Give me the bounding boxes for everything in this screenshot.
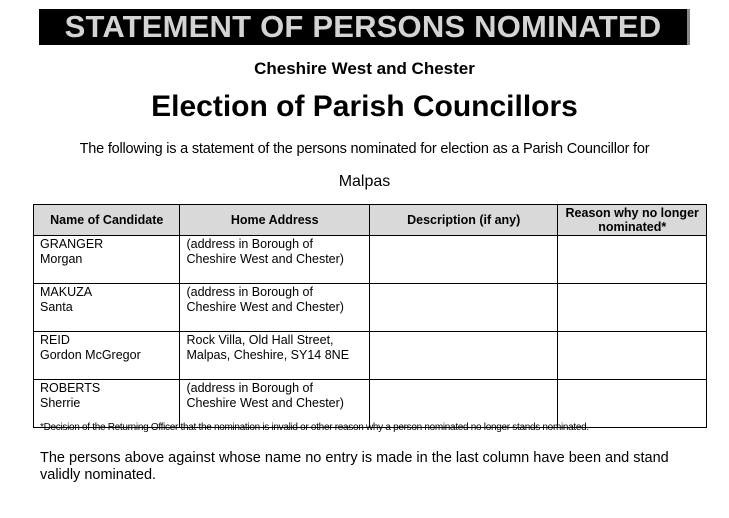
header-reason: Reason why no longer nominated* (558, 205, 707, 236)
home-address-cell (180, 284, 370, 332)
description-cell (369, 284, 557, 332)
table-row (34, 332, 707, 380)
reason-cell (558, 380, 707, 428)
home-address-cell (180, 380, 370, 428)
description-cell (369, 236, 557, 284)
parish-name: Malpas (338, 173, 391, 190)
candidate-forenames: Gordon McGregor (40, 348, 141, 362)
intro-text: The following is a statement of the persons nominated for election as a Parish Councillor for (79, 141, 650, 157)
candidate-surname: ROBERTS (40, 381, 101, 395)
candidates-table (33, 204, 707, 428)
candidate-forenames: Morgan (40, 252, 83, 266)
closing-statement: The persons above against whose name no entry is made in the last column have been and stand validly nominated. (40, 450, 669, 483)
council-name: Cheshire West and Chester (254, 59, 475, 78)
candidate-name-cell (34, 236, 180, 284)
home-address-cell (180, 332, 370, 380)
reason-cell (558, 332, 707, 380)
footnote: *Decision of the Returning Officer that the nomination is invalid or other reason why a person nominated no longer stands nominated. (40, 422, 589, 433)
address-line-2: Cheshire West and Chester) (186, 300, 344, 314)
candidate-surname: REID (40, 333, 70, 347)
document-banner: STATEMENT OF PERSONS NOMINATED (39, 9, 690, 45)
candidate-name-cell (34, 380, 180, 428)
header-address: Home Address (180, 205, 370, 236)
candidate-surname: MAKUZA (40, 285, 93, 299)
candidate-surname: GRANGER (40, 237, 104, 251)
reason-cell (558, 236, 707, 284)
home-address-cell (180, 236, 370, 284)
header-name: Name of Candidate (34, 205, 180, 236)
candidate-forenames: Santa (40, 300, 73, 314)
document-title: Election of Parish Councillors (151, 90, 578, 123)
table-header-row (34, 205, 707, 236)
address-line-1: (address in Borough of (186, 381, 313, 395)
candidate-name-cell (34, 284, 180, 332)
table-row (34, 284, 707, 332)
description-cell (369, 332, 557, 380)
address-line-2: Cheshire West and Chester) (186, 396, 344, 410)
address-line-1: (address in Borough of (186, 237, 313, 251)
description-cell (369, 380, 557, 428)
reason-cell (558, 284, 707, 332)
address-line-2: Malpas, Cheshire, SY14 8NE (186, 348, 350, 362)
address-line-1: Rock Villa, Old Hall Street, (186, 333, 334, 347)
candidate-forenames: Sherrie (40, 396, 81, 410)
table-row (34, 236, 707, 284)
address-line-1: (address in Borough of (186, 285, 313, 299)
header-description: Description (if any) (369, 205, 557, 236)
address-line-2: Cheshire West and Chester) (186, 252, 344, 266)
table-row (34, 380, 707, 428)
candidate-name-cell (34, 332, 180, 380)
